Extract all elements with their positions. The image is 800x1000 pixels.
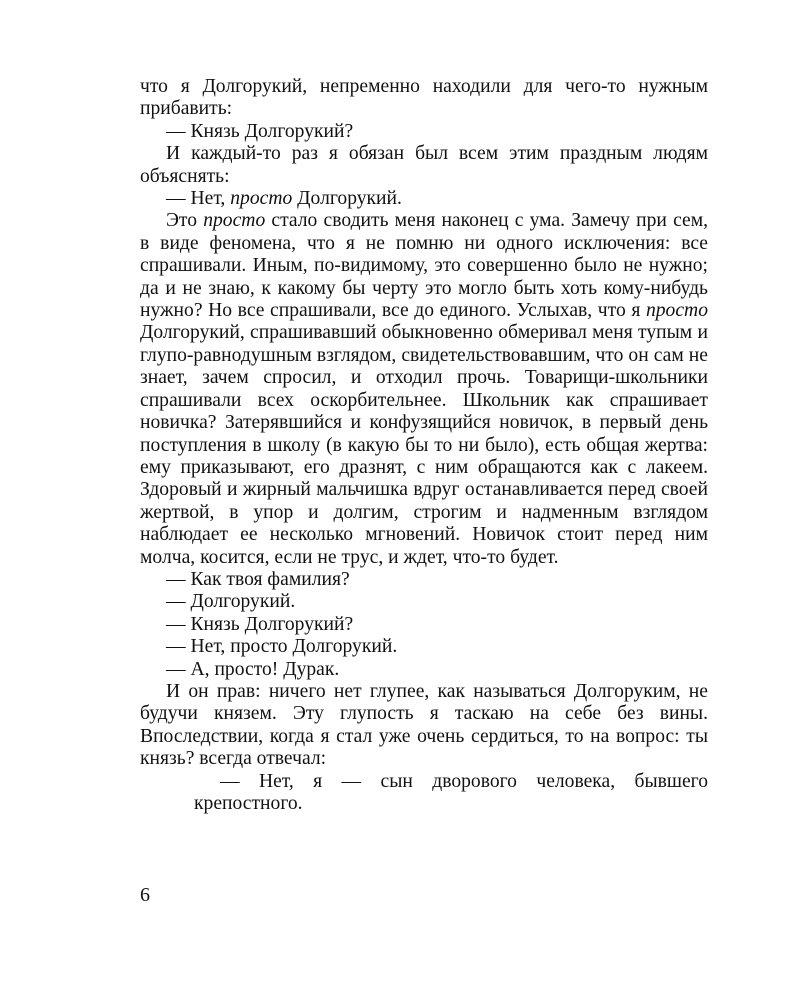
- emphasis-text: просто: [645, 300, 708, 322]
- paragraph: И он прав: ничего нет глупее, как называться Долгоруким, не будучи князем. Эту глупость я таскаю на себе без вины. Впоследствии, когда я стал уже очень сердиться, то на вопрос: ты князь? всегда отвечал:: [140, 680, 708, 770]
- paragraph: — А, просто! Дурак.: [166, 658, 340, 680]
- paragraph: И каждый-то раз я обязан был всем этим праздным людям объяснять:: [140, 143, 708, 187]
- emphasis-text: просто: [230, 188, 293, 210]
- page-body: [140, 76, 708, 815]
- emphasis-text: просто: [203, 210, 266, 232]
- paragraph: — Князь Долгорукий?: [166, 120, 354, 142]
- paragraph: — Как твоя фамилия?: [166, 568, 350, 590]
- paragraph: — Нет, просто Долгорукий.: [166, 636, 398, 658]
- page-number: 6: [140, 884, 150, 906]
- paragraph: — Нет, я — сын дворового человека, бывшего крепостного.: [194, 770, 708, 814]
- paragraph: — Князь Долгорукий?: [166, 613, 354, 635]
- paragraph: Это просто стало сводить меня наконец с ума. Замечу при сем, в виде феномена, что я не помню ни одного исключения: все спрашивали. Иным, по-видимому, это совершенно было не нужно; да и не знаю, к какому бы черту это могло быть хоть кому-нибудь нужно? Но все спрашивали, все до единого. Услыхав, что я просто Долгорукий, спрашивавший обыкновенно обмеривал меня тупым и глупо-равнодушным взглядом, свидетельствовавшим, что он сам не знает, зачем спросил, и отходил прочь. Товарищи-школьники спрашивали всех оскорбительнее. Школьник как спрашивает новичка? Затерявшийся и конфузящийся новичок, в первый день поступления в школу (в какую бы то ни было), есть общая жертва: ему приказывают, его дразнят, с ним обращаются как с лакеем. Здоровый и жирный мальчишка вдруг останавливается перед своей жертвой, в упор и долгим, строгим и надменным взглядом наблюдает ее несколько мгновений. Новичок стоит перед ним молча, косится, если не трус, и ждет, что-то будет.: [140, 210, 708, 568]
- paragraph: — Долгорукий.: [166, 591, 296, 613]
- paragraph: — Нет, просто Долгорукий.: [166, 188, 402, 210]
- paragraph: что я Долгорукий, непременно находили для чего-то нужным прибавить:: [140, 76, 708, 120]
